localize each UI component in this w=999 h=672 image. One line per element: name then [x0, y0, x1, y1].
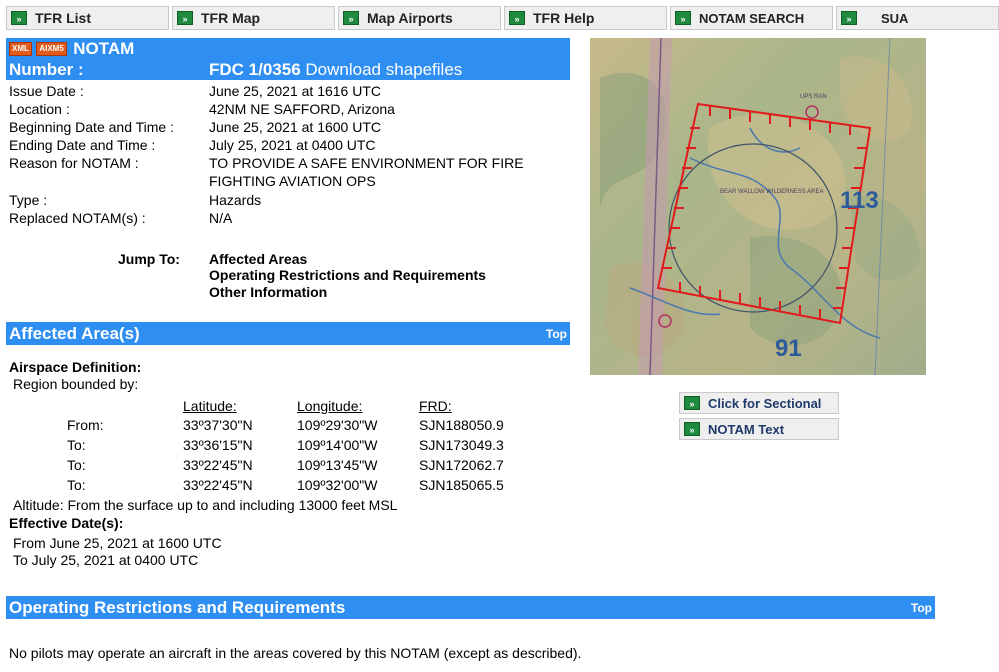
map-label-91: 91	[775, 335, 802, 362]
row-longitude: 109º29'30"W	[297, 417, 378, 433]
map-small-label: UPS RAN	[800, 94, 827, 100]
affected-areas-heading: Affected Area(s)	[9, 324, 140, 343]
end-value: July 25, 2021 at 0400 UTC	[209, 137, 376, 153]
row-latitude: 33º36'15"N	[183, 437, 253, 453]
arrow-icon: »	[343, 11, 359, 25]
row-label: To:	[67, 437, 86, 453]
sectional-label: Click for Sectional	[708, 395, 822, 411]
jump-other-information-link[interactable]: Other Information	[209, 284, 328, 300]
operating-restrictions-bar	[6, 596, 935, 619]
row-frd: SJN188050.9	[419, 417, 504, 433]
notam-number: FDC 1/0356	[209, 60, 301, 79]
row-frd: SJN173049.3	[419, 437, 504, 453]
nav-label: TFR Help	[533, 10, 595, 26]
top-link[interactable]: Top	[910, 601, 932, 615]
notam-header	[6, 38, 570, 80]
row-frd: SJN172062.7	[419, 457, 504, 473]
nav-label: TFR Map	[201, 10, 261, 26]
row-longitude: 109º13'45"W	[297, 457, 378, 473]
reason-label: Reason for NOTAM :	[9, 155, 139, 171]
number-row	[209, 60, 462, 80]
issue-date-label: Issue Date :	[9, 83, 84, 99]
airspace-definition-label: Airspace Definition:	[9, 359, 142, 375]
row-label: From:	[67, 417, 104, 433]
location-label: Location :	[9, 101, 70, 117]
notam-title: NOTAM	[73, 39, 135, 58]
number-label: Number :	[9, 60, 84, 79]
nav-tfr-help[interactable]	[504, 6, 667, 30]
latitude-header: Latitude:	[183, 398, 237, 414]
replaced-value: N/A	[209, 210, 233, 226]
region-label: Region bounded by:	[13, 376, 139, 392]
row-label: To:	[67, 457, 86, 473]
arrow-icon: »	[177, 11, 193, 25]
begin-value: June 25, 2021 at 1600 UTC	[209, 119, 382, 135]
arrow-icon: »	[11, 11, 27, 25]
effective-dates-label: Effective Date(s):	[9, 515, 124, 531]
download-shapefiles-link[interactable]: Download shapefiles	[305, 60, 463, 79]
jump-operating-restrictions-link[interactable]: Operating Restrictions and Requirements	[209, 267, 486, 283]
jump-affected-areas-link[interactable]: Affected Areas	[209, 251, 308, 267]
effective-from: From June 25, 2021 at 1600 UTC	[13, 535, 222, 551]
type-label: Type :	[9, 192, 48, 208]
top-nav	[6, 6, 999, 32]
frd-header: FRD:	[419, 398, 452, 414]
reason-line-1: TO PROVIDE A SAFE ENVIRONMENT FOR FIRE	[209, 155, 524, 171]
issue-date-value: June 25, 2021 at 1616 UTC	[209, 83, 382, 99]
row-longitude: 109º32'00"W	[297, 477, 378, 493]
end-label: Ending Date and Time :	[9, 137, 156, 153]
type-value: Hazards	[209, 192, 262, 208]
row-latitude: 33º37'30"N	[183, 417, 253, 433]
aixm-badge[interactable]: AIXM5	[36, 42, 66, 56]
arrow-icon: »	[509, 11, 525, 25]
arrow-icon: »	[684, 396, 700, 410]
sectional-map-image	[590, 38, 926, 375]
nav-map-airports[interactable]	[338, 6, 501, 30]
sectional-map[interactable]	[590, 38, 926, 375]
replaced-label: Replaced NOTAM(s) :	[9, 210, 146, 226]
nav-tfr-list[interactable]	[6, 6, 169, 30]
header-top-row	[9, 39, 134, 59]
nav-tfr-map[interactable]	[172, 6, 335, 30]
row-latitude: 33º22'45"N	[183, 477, 253, 493]
top-link[interactable]: Top	[545, 327, 567, 341]
map-small-label: BEAR WALLOW WILDERNESS AREA	[720, 189, 824, 195]
row-latitude: 33º22'45"N	[183, 457, 253, 473]
nav-sua[interactable]	[836, 6, 999, 30]
row-label: To:	[67, 477, 86, 493]
begin-label: Beginning Date and Time :	[9, 119, 174, 135]
affected-areas-bar	[6, 322, 570, 345]
arrow-icon: »	[841, 11, 857, 25]
arrow-icon: »	[675, 11, 691, 25]
nav-label: TFR List	[35, 10, 91, 26]
nav-label: Map Airports	[367, 10, 453, 26]
location-value: 42NM NE SAFFORD, Arizona	[209, 101, 395, 117]
nav-label: SUA	[881, 10, 909, 26]
reason-line-2: FIGHTING AVIATION OPS	[209, 173, 376, 189]
operating-restrictions-heading: Operating Restrictions and Requirements	[9, 598, 346, 617]
longitude-header: Longitude:	[297, 398, 363, 414]
altitude-text: Altitude: From the surface up to and including 13000 feet MSL	[13, 497, 398, 513]
xml-badge[interactable]: XML	[9, 42, 32, 56]
nav-notam-search[interactable]	[670, 6, 833, 30]
row-frd: SJN185065.5	[419, 477, 504, 493]
effective-to: To July 25, 2021 at 0400 UTC	[13, 552, 199, 568]
nav-label: NOTAM SEARCH	[699, 10, 805, 26]
notam-text-button[interactable]	[679, 418, 839, 440]
click-for-sectional-button[interactable]	[679, 392, 839, 414]
jump-to-label: Jump To:	[118, 251, 180, 267]
operating-restrictions-text: No pilots may operate an aircraft in the areas covered by this NOTAM (except as described).	[9, 645, 582, 661]
arrow-icon: »	[684, 422, 700, 436]
row-longitude: 109º14'00"W	[297, 437, 378, 453]
notam-text-label: NOTAM Text	[708, 421, 785, 437]
map-label-113: 113	[840, 187, 879, 214]
